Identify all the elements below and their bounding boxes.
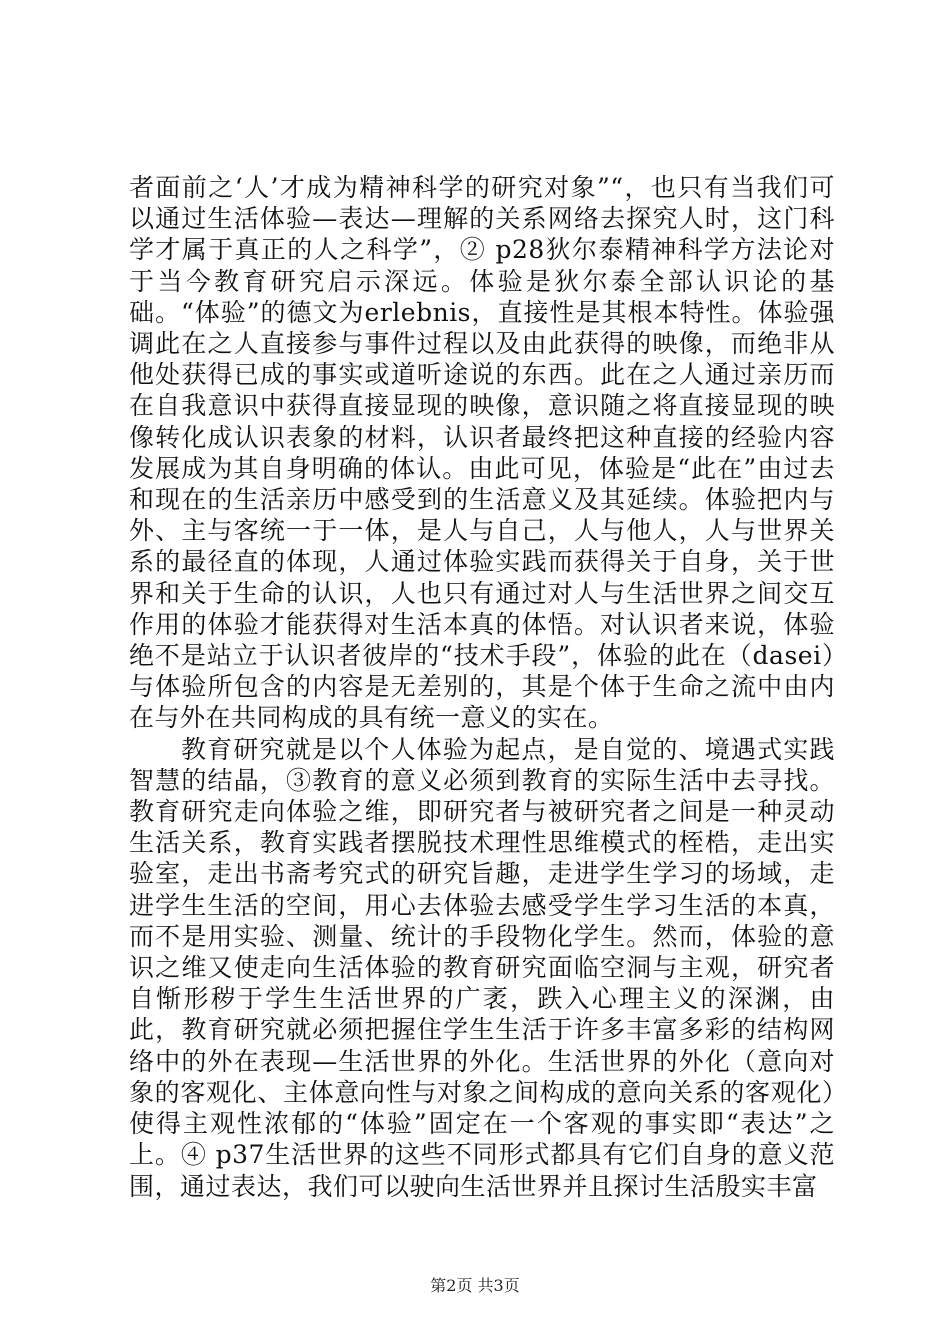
paragraph-2: 教育研究就是以个人体验为起点，是自觉的、境遇式实践智慧的结晶，③教育的意义必须到教育的实际生活中去寻找。教育研究走向体验之维，即研究者与被研究者之间是一种灵动生活关系，教育实践者摆脱技术理性思维模式的桎梏，走出实验室，走出书斋考究式的研究旨趣，走进学生学习的场域，走进学生生活的空间，用心去体验去感受学生学习生活的本真，而不是用实验、测量、统计的手段物化学生。然而，体验的意识之维又使走向生活体验的教育研究面临空洞与主观，研究者自惭形秽于学生生活世界的广袤，跌入心理主义的深渊，由此，教育研究就必须把握住学生生活于许多丰富多彩的结构网络中的外在表现—生活世界的外化。生活世界的外化（意向对象的客观化、主体意向性与对象之间构成的意向关系的客观化）使得主观性浓郁的“体验”固定在一个客观的事实即“表达”之上。④ p37生活世界的这些不同形式都具有它们自身的意义范围，通过表达，我们可以驶向生活世界并且探讨生活殷实丰富 <box>129 734 835 1201</box>
page-number: 第2页 共3页 <box>430 1276 520 1295</box>
paragraph-1: 者面前之‘人’才成为精神科学的研究对象”“，也只有当我们可以通过生活体验—表达—理解的关系网络去探究人时，这门科学才属于真正的人之科学”，② p28狄尔泰精神科学方法论对于当今教育研究启示深远。体验是狄尔泰全部认识论的基础。“体验”的德文为erlebnis，直接性是其根本特性。体验强调此在之人直接参与事件过程以及由此获得的映像，而绝非从他处获得已成的事实或道听途说的东西。此在之人通过亲历而在自我意识中获得直接显现的映像，意识随之将直接显现的映像转化成认识表象的材料，认识者最终把这种直接的经验内容发展成为其自身明确的体认。由此可见，体验是“此在”由过去和现在的生活亲历中感受到的生活意义及其延续。体验把内与外、主与客统一于一体，是人与自己，人与他人，人与世界关系的最径直的体现，人通过体验实践而获得关于自身，关于世界和关于生命的认识，人也只有通过对人与生活世界之间交互作用的体验才能获得对生活本真的体悟。对认识者来说，体验绝不是站立于认识者彼岸的“技术手段”，体验的此在（dasei）与体验所包含的内容是无差别的，其是个体于生命之流中由内在与外在共同构成的具有统一意义的实在。 <box>129 173 835 733</box>
body-text <box>129 172 835 1202</box>
page-footer <box>0 1273 950 1296</box>
